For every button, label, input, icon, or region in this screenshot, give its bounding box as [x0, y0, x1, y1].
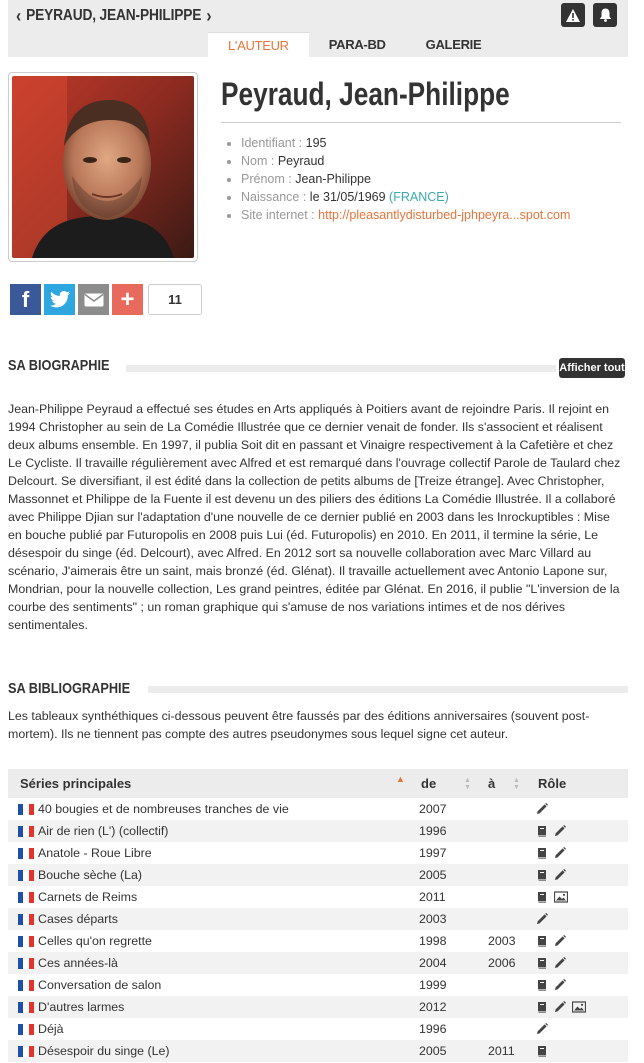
table-row: [8, 820, 628, 842]
table-row: [8, 974, 628, 996]
col-de[interactable]: de: [421, 776, 437, 791]
france-flag-icon: [18, 958, 34, 969]
warning-icon: [566, 9, 580, 22]
author-facts: [241, 134, 570, 224]
series-title-link[interactable]: Carnets de Reims: [38, 890, 138, 904]
book-icon: [536, 957, 548, 969]
role-icons: [536, 979, 566, 991]
france-flag-icon: [18, 892, 34, 903]
fact-id: • Identifiant : 195: [241, 134, 570, 152]
pencil-icon: [554, 935, 566, 947]
tab-para-bd[interactable]: PARA-BD: [328, 37, 386, 52]
series-title-link[interactable]: Ces années-là: [38, 956, 118, 970]
pencil-icon: [554, 869, 566, 881]
facebook-icon: f: [21, 286, 30, 312]
book-icon: [536, 1001, 548, 1013]
mail-icon: [84, 293, 104, 307]
section-bar: [126, 365, 556, 372]
series-title-link[interactable]: Désespoir du singe (Le): [38, 1044, 170, 1058]
france-flag-icon: [18, 848, 34, 859]
sort-asc-icon[interactable]: ▲: [396, 774, 405, 784]
fact-naissance: • Naissance : le 31/05/1969 (FRANCE): [241, 188, 570, 206]
biography-heading: SA BIOGRAPHIE: [8, 357, 110, 374]
image-icon: [554, 891, 568, 903]
france-flag-icon: [18, 826, 34, 837]
role-icons: [536, 1001, 586, 1013]
plus-icon: +: [120, 285, 135, 313]
image-icon: [572, 1001, 586, 1013]
series-title-link[interactable]: Bouche sèche (La): [38, 868, 143, 882]
series-title-link[interactable]: 40 bougies et de nombreuses tranches de vie: [38, 802, 289, 816]
end-year: 2006: [488, 956, 516, 970]
role-icons: [536, 803, 548, 815]
start-year: 2005: [419, 1044, 447, 1058]
bibliography-heading: SA BIBLIOGRAPHIE: [8, 680, 131, 697]
table-header: [8, 769, 628, 798]
role-icons: [536, 935, 566, 947]
end-year: 2011: [488, 1044, 515, 1058]
section-bar: [148, 686, 628, 693]
start-year: 2005: [419, 868, 447, 882]
twitter-icon: [50, 291, 70, 308]
biography-text: Jean-Philippe Peyraud a effectué ses études en Arts appliqués à Poitiers avant de rejoindre Paris. Il rejoint en 1994 Christopher au sein de La Comédie Illustrée que ce dernier venait de fonder. Ils s'associent et réalisent deux albums ensemble. En 1997, il publia Soit dit en passant et Vinaigre respectivement à la Cafetière et chez Le Cycliste. Il travaille régulièrement avec Alfred et est remarqué dans l'ouvrage collectif Parole de Taulard chez Delcourt. Se diversifiant, il est édité dans la collection de petits albums de [Treize étrange]. Avec Christopher, Massonnet et Philippe de la Fuente il est devenu un des piliers des éditions La Comédie Illustrée. Il a collaboré avec Philippe Djian sur l'adaptation d'une nouvelle de ce dernier publié en 2003 dans les Inrockuptibles : Mise en bouche publié par Futuropolis en 2008 puis Lui (éd. Futuropolis) en 2010. En 2011, il termine la série, Le désespoir du singe (éd. Delcourt), avec Alfred. En 2012 sort sa nouvelle collaboration avec Marc Villard au scénario, J'aimerais être un saint, mais bronzé (éd. Glénat). Il travaille actuellement avec Antonio Lapone sur, Mondrian, pour la nouvelle collection, Les grand peintres, éditée par Glénat. En 2016, il publie "L'inversion de la courbe des sentiments" ; un roman graphique qui s'amuse de nos variations intimes et de nos dérives sentimentales.: [8, 402, 621, 632]
share-bar: [10, 284, 202, 315]
divider: [221, 122, 621, 123]
series-title-link[interactable]: Cases départs: [38, 912, 118, 926]
table-row: [8, 864, 628, 886]
bibliography-intro: Les tableaux synthéthiques ci-dessous peuvent être faussés par des éditions anniversaires (souvent post-mortem). Ils ne tiennent pas compte des autres pseudonymes sous lequel signe cet auteur.: [8, 709, 590, 741]
header-title: PEYRAUD, JEAN-PHILIPPE: [26, 7, 202, 24]
chevron-right-icon[interactable]: ›: [206, 5, 212, 26]
pencil-icon: [554, 847, 566, 859]
start-year: 1996: [419, 1022, 447, 1036]
table-row: [8, 908, 628, 930]
france-flag-icon: [18, 804, 34, 815]
col-role: Rôle: [538, 776, 567, 791]
author-photo[interactable]: [8, 72, 198, 262]
role-icons: [536, 1023, 548, 1035]
start-year: 1997: [419, 846, 447, 860]
start-year: 2012: [419, 1000, 447, 1014]
start-year: 2003: [419, 912, 447, 926]
website-link[interactable]: http://pleasantlydisturbed-jphpeyra...spot.com: [318, 208, 571, 222]
book-icon: [536, 825, 548, 837]
fact-prenom: • Prénom : Jean-Philippe: [241, 170, 570, 188]
table-row: [8, 1040, 628, 1062]
chevron-left-icon[interactable]: ‹: [16, 5, 21, 26]
series-title-link[interactable]: Déjà: [38, 1022, 64, 1036]
france-flag-icon: [18, 980, 34, 991]
table-body: [8, 798, 628, 1062]
table-row: [8, 842, 628, 864]
france-flag-icon: [18, 1002, 34, 1013]
series-title-link[interactable]: Anatole - Roue Libre: [38, 846, 152, 860]
role-icons: [536, 847, 566, 859]
series-title-link[interactable]: Celles qu'on regrette: [38, 934, 152, 948]
series-title-link[interactable]: Conversation de salon: [38, 978, 162, 992]
author-name: Peyraud, Jean-Philippe: [221, 76, 510, 112]
sort-icon[interactable]: ▲ ▼: [513, 777, 520, 791]
role-icons: [536, 825, 566, 837]
tab-bar: [208, 32, 501, 57]
twitter-share-button[interactable]: [44, 284, 75, 315]
table-row: [8, 798, 628, 820]
france-flag-icon: [18, 1046, 34, 1057]
bell-icon: [599, 8, 612, 22]
start-year: 1996: [419, 824, 447, 838]
col-series[interactable]: Séries principales: [20, 776, 132, 791]
col-a[interactable]: à: [488, 776, 496, 791]
pencil-icon: [554, 825, 566, 837]
book-icon: [536, 891, 548, 903]
start-year: 2004: [419, 956, 447, 970]
france-flag-icon: [18, 936, 34, 947]
role-icons: [536, 891, 568, 903]
notification-button[interactable]: [593, 3, 617, 27]
pencil-icon: [536, 1023, 548, 1035]
start-year: 2011: [419, 890, 446, 904]
end-year: 2003: [488, 934, 516, 948]
role-icons: [536, 869, 566, 881]
table-row: [8, 996, 628, 1018]
share-count: 11: [148, 284, 202, 315]
top-header: [8, 0, 628, 57]
book-icon: [536, 1045, 548, 1057]
series-title-link[interactable]: Air de rien (L') (collectif): [38, 824, 169, 838]
france-flag-icon: [18, 914, 34, 925]
email-share-button[interactable]: [78, 284, 109, 315]
author-nav: [16, 6, 211, 26]
sort-icon[interactable]: ▲ ▼: [464, 777, 471, 791]
start-year: 2007: [419, 802, 447, 816]
report-button[interactable]: [561, 3, 585, 27]
fact-site: • Site internet : http://pleasantlydisturbed-jphpeyra...spot.com: [241, 206, 570, 224]
book-icon: [536, 979, 548, 991]
pencil-icon: [554, 979, 566, 991]
role-icons: [536, 957, 566, 969]
book-icon: [536, 847, 548, 859]
birth-country-link[interactable]: (FRANCE): [389, 190, 449, 204]
start-year: 1999: [419, 978, 447, 992]
pencil-icon: [554, 1001, 566, 1013]
role-icons: [536, 913, 548, 925]
show-all-button[interactable]: Afficher tout: [559, 358, 625, 378]
facebook-share-button[interactable]: [10, 284, 41, 315]
pencil-icon: [536, 803, 548, 815]
book-icon: [536, 935, 548, 947]
table-row: [8, 930, 628, 952]
france-flag-icon: [18, 870, 34, 881]
table-row: [8, 1018, 628, 1040]
table-row: [8, 952, 628, 974]
france-flag-icon: [18, 1024, 34, 1035]
table-row: [8, 886, 628, 908]
series-table: [8, 769, 628, 1062]
pencil-icon: [554, 957, 566, 969]
pencil-icon: [536, 913, 548, 925]
more-share-button[interactable]: [112, 284, 143, 315]
fact-nom: • Nom : Peyraud: [241, 152, 570, 170]
role-icons: [536, 1045, 548, 1057]
author-portrait-image: [12, 76, 194, 258]
tab-author[interactable]: L'AUTEUR: [208, 32, 309, 57]
start-year: 1998: [419, 934, 447, 948]
book-icon: [536, 869, 548, 881]
series-title-link[interactable]: D'autres larmes: [38, 1000, 125, 1014]
tab-galerie[interactable]: GALERIE: [425, 37, 482, 52]
